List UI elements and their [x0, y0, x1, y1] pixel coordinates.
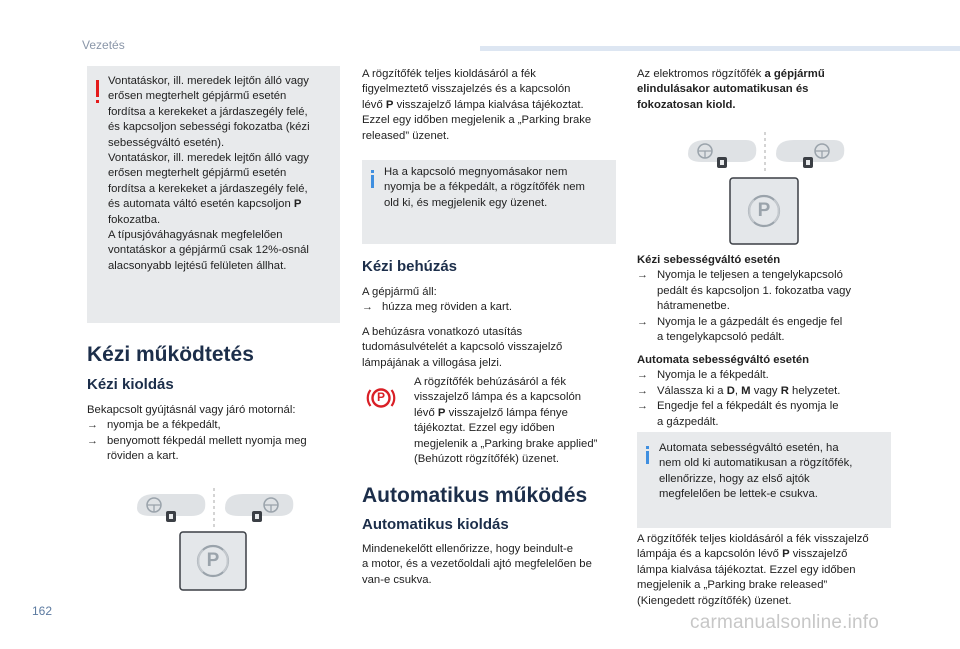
manual-gearbox-title: Kézi sebességváltó esetén	[637, 254, 781, 266]
info-line: Automata sebességváltó esetén, ha	[659, 442, 839, 454]
manual-apply-text	[362, 285, 617, 371]
warning-line: sebességváltó esetén).	[108, 136, 225, 149]
warning-line: alacsonyabb lejtésű felületen állhat.	[108, 259, 287, 272]
final-line: lámpája és a kapcsolón lévő	[637, 548, 779, 561]
bullet-icon: →	[637, 400, 648, 413]
info-line: nyomja be a fékpedált, a rögzítőfék nem	[384, 181, 585, 194]
automatic-release-title: Automatikus kioldás	[362, 516, 509, 533]
warning-line-p	[108, 197, 338, 212]
bullet-text: Nyomja le a fékpedált.	[657, 369, 769, 382]
gear-p: P	[437, 406, 446, 419]
warning-line: erősen megterhelt gépjármű esetén	[108, 90, 287, 103]
auto-intro	[637, 67, 892, 113]
info-line: ellenőrizze, hogy az első ajtók	[659, 472, 810, 485]
warning-line: és automata váltó esetén kapcsoljon	[108, 198, 291, 211]
bullet-icon: →	[637, 369, 648, 382]
warning-line: fordítsa a kerekeket a járdaszegély felé,	[108, 182, 308, 195]
automatic-operation-title: Automatikus működés	[362, 484, 588, 507]
section-header: Vezetés	[82, 38, 125, 52]
bullet-text: vagy	[753, 384, 778, 397]
intro-line: Az elektromos rögzítőfék	[637, 68, 762, 80]
bullet-text: Engedje fel a fékpedált és nyomja le	[657, 400, 839, 413]
intro-bold: fokozatosan kiold.	[637, 98, 736, 111]
switch-p-label: P	[206, 550, 220, 571]
header-bar	[480, 46, 960, 51]
final-line: lámpa kialvása tájékoztat. Ezzel egy időben	[637, 563, 856, 576]
release-info-para	[362, 67, 617, 144]
final-para	[637, 532, 899, 609]
warning-icon	[95, 80, 100, 106]
gear-m: M	[741, 384, 751, 397]
final-line: A rögzítőfék teljes kioldásáról a fék visszajelző	[637, 533, 869, 545]
para-line: released” üzenet.	[362, 129, 450, 142]
auto-intro-line-2	[637, 82, 892, 97]
final-line-p	[637, 547, 899, 562]
para-line: figyelmeztető visszajelzés és a kapcsolón	[362, 83, 571, 96]
bullet-text: ,	[734, 384, 739, 397]
gear-p: P	[293, 198, 302, 211]
bullet-icon: →	[637, 269, 648, 282]
gear-d: D	[726, 384, 735, 397]
icon-text-line: megjelenik a „Parking brake applied”	[414, 437, 598, 450]
list-item	[87, 418, 342, 433]
auto-para-line: Mindenekelőtt ellenőrizze, hogy beindult-e	[362, 543, 574, 555]
para-line: visszajelző lámpa kialvása tájékoztat.	[396, 98, 584, 111]
intro-bold: elindulásakor automatikusan és	[637, 83, 809, 96]
list-item	[362, 300, 617, 315]
final-line: (Kiengedett rögzítőfék) üzenet.	[637, 594, 792, 607]
apply-para-line: A behúzásra vonatkozó utasítás	[362, 325, 523, 338]
gear-p: P	[385, 98, 394, 111]
para-line: Ezzel egy időben megjelenik a „Parking brake	[362, 114, 592, 127]
auto-intro-line-3	[637, 98, 892, 113]
info-line: nem old ki automatikusan a rögzítőfék,	[659, 457, 853, 470]
auto-para-line: a motor, és a vezetőoldali ajtó megfelelően be	[362, 558, 592, 571]
auto-gearbox-section	[637, 353, 895, 430]
info-icon	[645, 446, 650, 466]
auto-para-line: van-e csukva.	[362, 573, 432, 586]
manual-release-text	[87, 403, 342, 465]
apply-icon-text	[414, 375, 619, 467]
auto-intro-line-1	[637, 67, 892, 82]
icon-text-line: (Behúzott rögzítőfék) üzenet.	[414, 453, 560, 466]
warning-line: erősen megterhelt gépjármű esetén	[108, 167, 287, 180]
warning-line: Vontatáskor, ill. meredek lejtőn álló vagy	[108, 75, 309, 87]
icon-text-line: A rögzítőfék behúzásáról a fék	[414, 376, 566, 388]
bullet-text: Válassza ki a	[657, 384, 724, 397]
gear-p: P	[782, 548, 790, 561]
bullet-text-cont: pedált és kapcsoljon 1. fokozatba vagy	[657, 284, 852, 297]
info-text	[384, 165, 609, 211]
list-item	[87, 434, 342, 449]
list-item	[637, 399, 895, 414]
bullet-text-cont: hátramenetbe.	[657, 300, 730, 313]
info-line: Ha a kapcsoló megnyomásakor nem	[384, 166, 568, 178]
bullet-icon: →	[362, 301, 373, 314]
bullet-text: Nyomja le teljesen a tengelykapcsoló	[657, 269, 843, 282]
watermark: carmanualsonline.info	[690, 612, 880, 633]
para-line: A rögzítőfék teljes kioldásáról a fék	[362, 68, 536, 80]
bullet-icon: →	[637, 384, 648, 397]
switch-p-label: P	[757, 200, 771, 221]
icon-text-line: lévő	[414, 406, 435, 419]
bullet-text-cont: a gázpedált.	[657, 415, 719, 428]
bullet-text: benyomott fékpedál mellett nyomja meg	[107, 434, 307, 447]
para-line-p	[362, 98, 617, 113]
bullet-text-cont: röviden a kart.	[107, 450, 179, 463]
gear-r: R	[780, 384, 789, 397]
warning-line: és kapcsoljon sebességi fokozatba (kézi	[108, 121, 310, 134]
warning-line: A típusjóváhagyásnak megfelelően	[108, 229, 283, 242]
brake-release-illustration	[135, 480, 297, 610]
info-icon	[370, 170, 375, 190]
info-text-2	[659, 441, 887, 503]
auto-gearbox-title: Automata sebességváltó esetén	[637, 354, 810, 366]
hand-switch-figure	[686, 128, 848, 248]
page-number: 162	[32, 604, 53, 618]
manual-release-title: Kézi kioldás	[87, 376, 174, 393]
final-line: megjelenik a „Parking brake released”	[637, 579, 828, 592]
list-item	[637, 368, 895, 383]
apply-intro: A gépjármű áll:	[362, 286, 437, 298]
list-item	[637, 315, 895, 330]
apply-para-line: tudomásulvételét a kapcsoló visszajelző	[362, 341, 563, 354]
warning-line: Vontatáskor, ill. meredek lejtőn álló vagy	[108, 152, 309, 165]
manual-operation-title: Kézi működtetés	[87, 343, 254, 366]
intro-bold: a gépjármű	[764, 68, 825, 80]
bullet-icon: →	[637, 315, 648, 328]
list-item	[637, 268, 895, 283]
info-line: megfelelően be lettek-e csukva.	[659, 488, 818, 501]
manual-apply-title: Kézi behúzás	[362, 258, 458, 275]
bullet-icon: →	[87, 434, 98, 447]
bullet-text: nyomja be a fékpedált,	[107, 419, 221, 432]
icon-text-line: visszajelző lámpa és a kapcsolón	[414, 391, 582, 404]
apply-para-line: lámpájának a villogása jelzi.	[362, 356, 503, 369]
icon-text-line-p	[414, 406, 619, 421]
auto-release-illustration	[686, 128, 848, 248]
info-line: old ki, és megjelenik egy üzenet.	[384, 196, 548, 209]
list-item	[637, 384, 895, 399]
bullet-text: helyzetet.	[792, 384, 841, 397]
warning-text	[108, 74, 338, 274]
icon-text-line: visszajelző lámpa fénye	[448, 406, 568, 419]
warning-line: fordítsa a kerekeket a járdaszegély felé,	[108, 105, 308, 118]
brake-icon-letter: P	[376, 390, 385, 404]
manual-gearbox-section	[637, 253, 895, 345]
bullet-text-cont: a tengelykapcsoló pedált.	[657, 331, 785, 344]
warning-line: vontatáskor a gépjármű csak 12%-osnál	[108, 244, 309, 257]
icon-text-line: tájékoztat. Ezzel egy időben	[414, 422, 555, 435]
automatic-release-text	[362, 542, 620, 588]
brake-warning-icon	[366, 384, 396, 412]
hand-switch-figure	[135, 480, 297, 610]
bullet-text: húzza meg röviden a kart.	[382, 301, 512, 314]
bullet-text: Nyomja le a gázpedált és engedje fel	[657, 315, 843, 328]
para-line: lévő	[362, 98, 383, 111]
manual-release-intro: Bekapcsolt gyújtásnál vagy járó motornál:	[87, 404, 296, 416]
final-line: visszajelző	[792, 548, 848, 561]
warning-line: fokozatba.	[108, 213, 161, 226]
bullet-icon: →	[87, 419, 98, 432]
